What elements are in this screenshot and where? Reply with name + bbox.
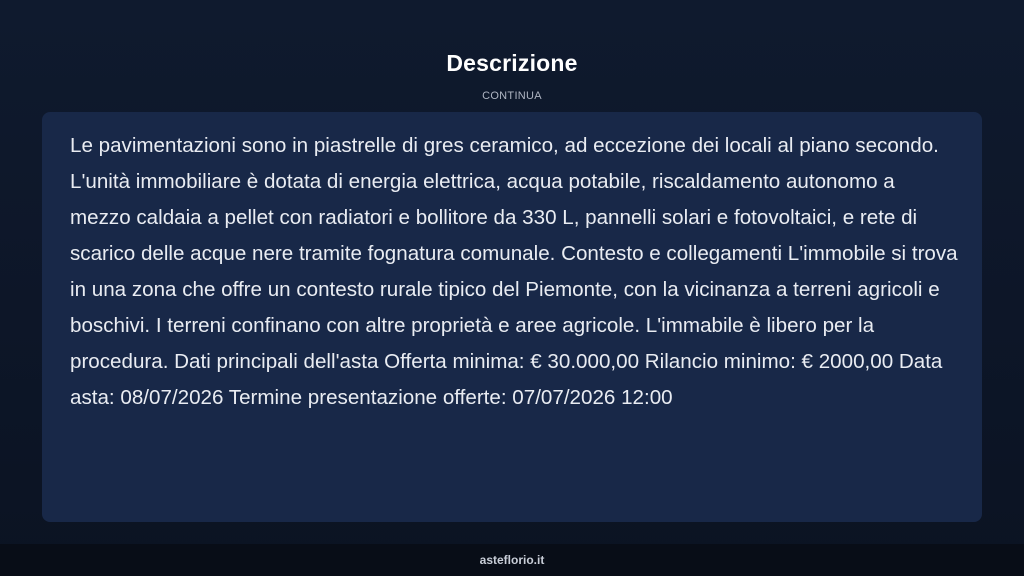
description-text: Le pavimentazioni sono in piastrelle di gres ceramico, ad eccezione dei locali al piano secondo. L'unità immobiliare è dotata di energia elettrica, acqua potabile, riscaldamento autonomo a mezzo caldaia a pellet con radiatori e bollitore da 330 L, pannelli solari e fotovoltaici, e rete di scarico delle acque nere tramite fognatura comunale. Contesto e collegamenti L'immobile si trova in una zona che offre un contesto rurale tipico del Piemonte, con la vicinanza a terreni agricoli e boschivi. I terreni confinano con altre proprietà e aree agricole. L'immabile è libero per la procedura. Dati principali dell'asta Offerta minima: € 30.000,00 Rilancio minimo: € 2000,00 Data asta: 08/07/2026 Termine presentazione offerte: 07/07/2026 12:00 — [70, 134, 958, 409]
page-title: Descrizione — [446, 50, 578, 76]
footer-bar — [0, 544, 1024, 576]
footer-site-label: asteflorio.it — [479, 553, 545, 567]
description-card — [42, 112, 982, 522]
page-subtitle: CONTINUA — [482, 90, 542, 102]
